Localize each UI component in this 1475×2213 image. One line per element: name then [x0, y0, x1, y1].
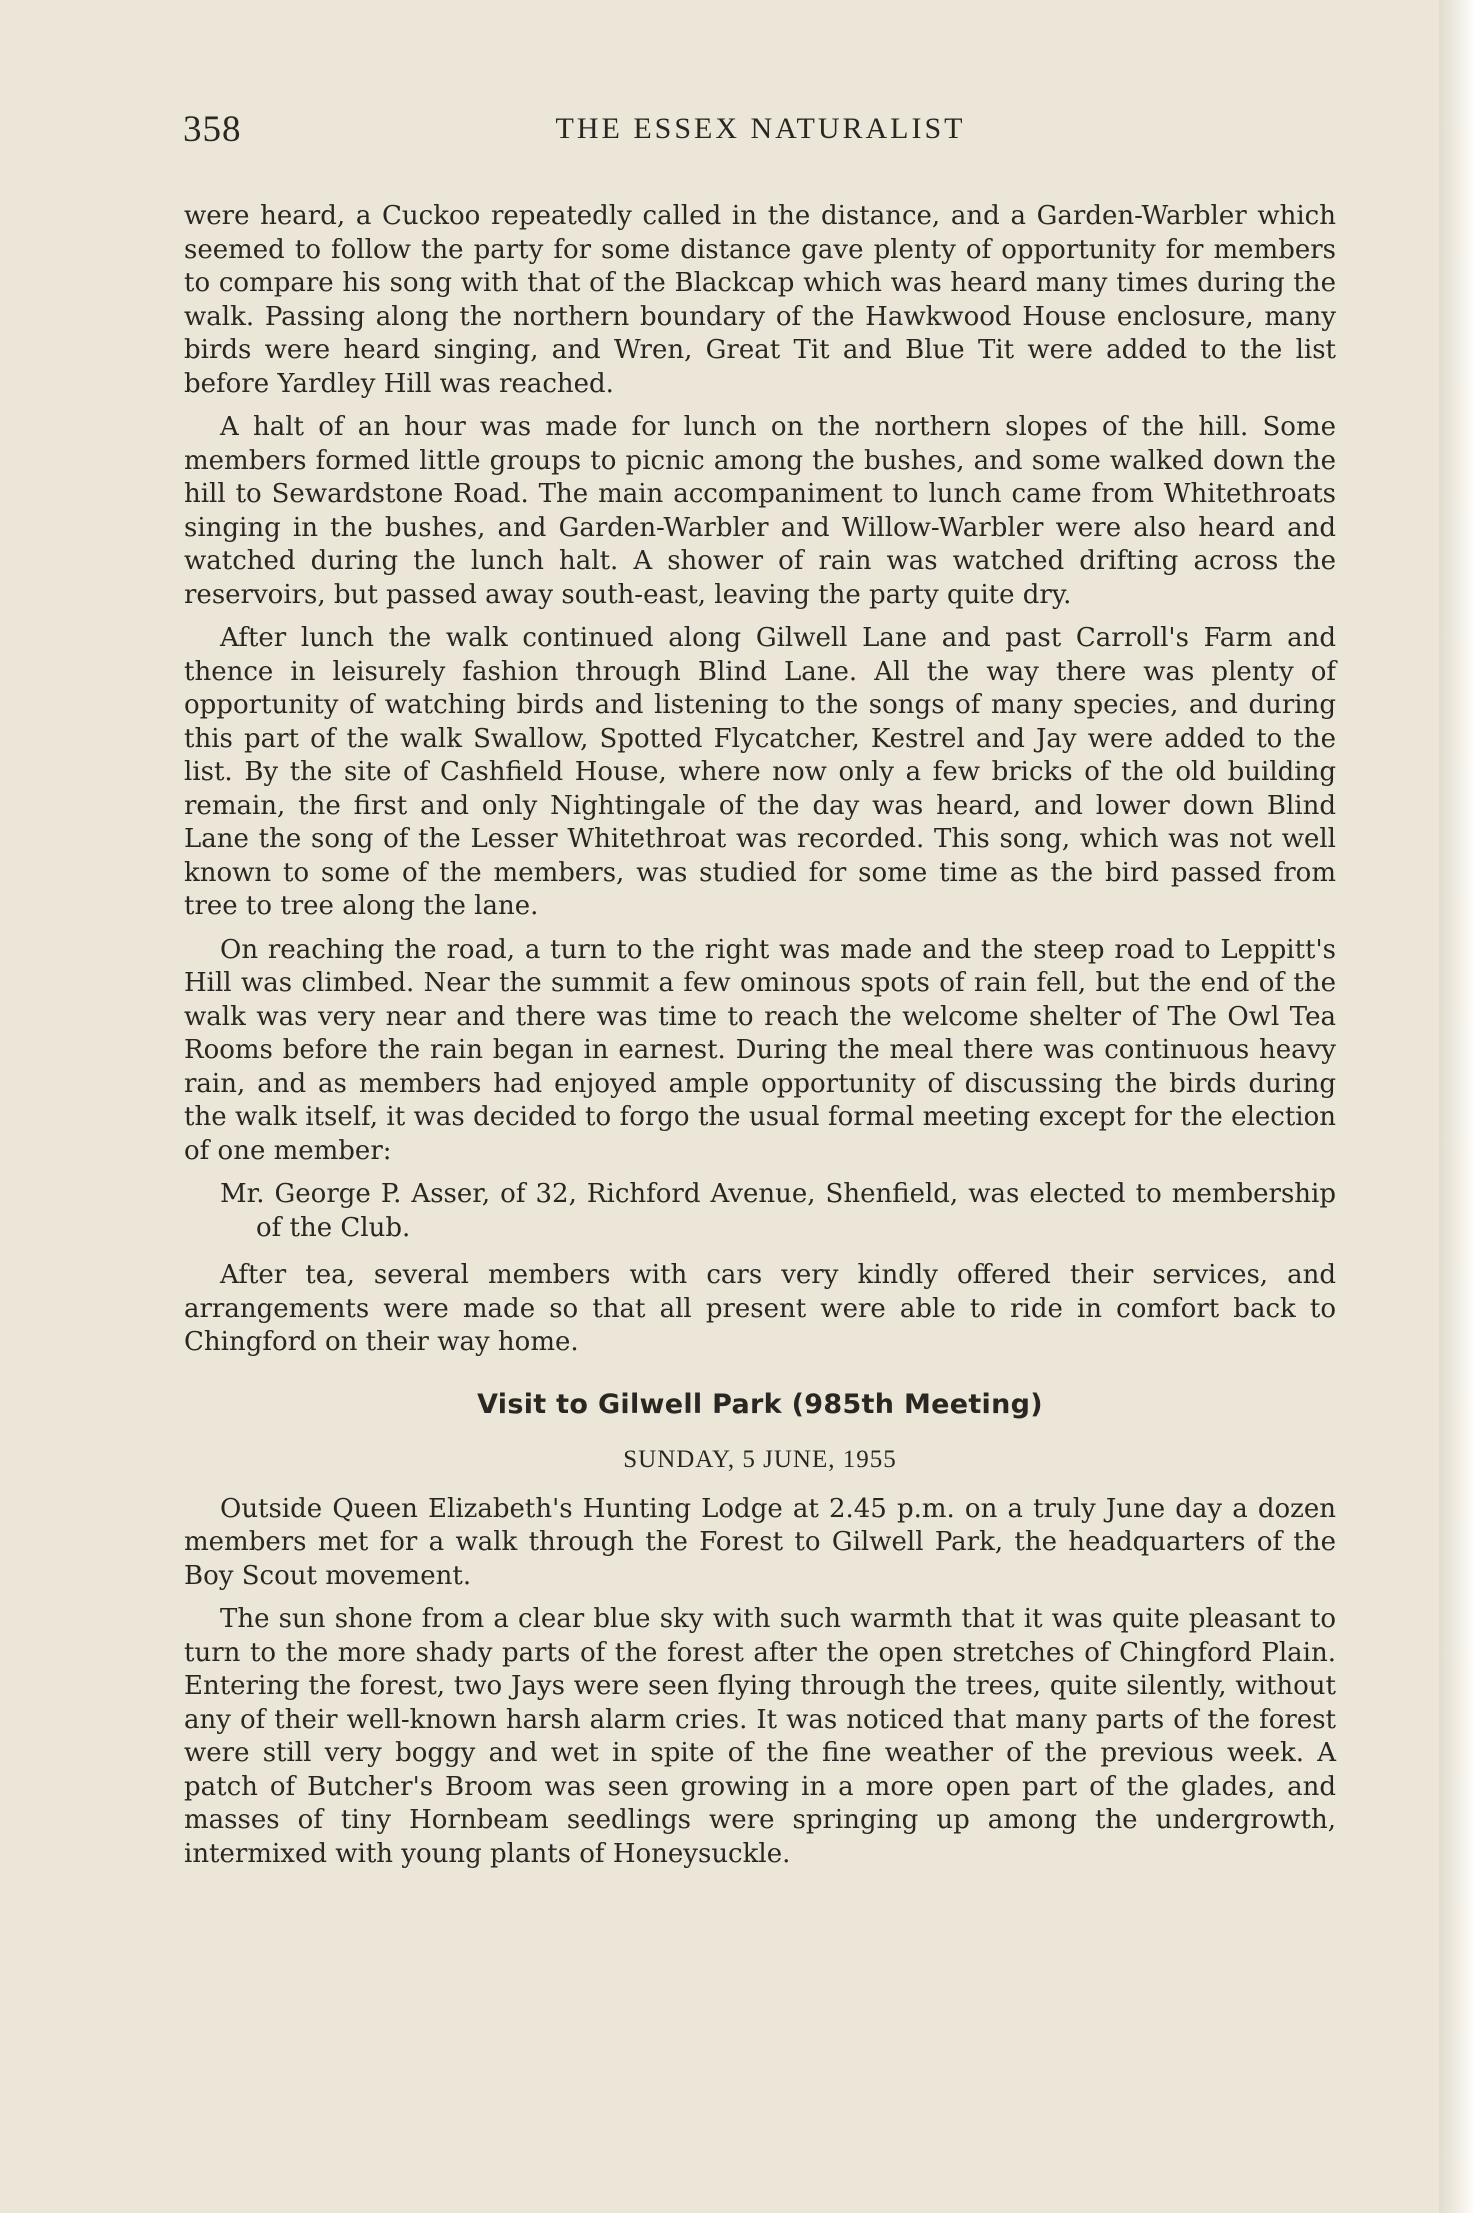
running-title: THE ESSEX NATURALIST [555, 112, 966, 145]
paragraph: On reaching the road, a turn to the right was made and the steep road to Leppitt's Hill was climbed. Near the summit a few ominous spots of rain fell, but the end of the walk was very near and there was time to reach the welcome shelter of The Owl Tea Rooms before the rain began in earnest. During the meal there was continuous heavy rain, and as members had enjoyed ample opportunity of discussing the birds during the walk itself, it was decided to forgo the usual formal meeting except for the election of one member: [184, 934, 1336, 1166]
paragraph: After tea, several members with cars very kindly offered their services, and arrangements were made so that all present were able to ride in comfort back to Chingford on their way home. [184, 1260, 1336, 1357]
page-number: 358 [183, 109, 242, 150]
page-header [183, 108, 1338, 152]
paragraph: The sun shone from a clear blue sky with such warmth that it was quite pleasant to turn to the more shady parts of the forest after the open stretches of Chingford Plain. Entering the forest, two Jays were seen flying through the trees, quite silently, without any of their well-known harsh alarm cries. It was noticed that many parts of the forest were still very boggy and wet in spite of the fine weather of the previous week. A patch of Butcher's Broom was seen growing in a more open part of the glades, and masses of tiny Hornbeam seedlings were springing up among the undergrowth, intermixed with young plants of Honeysuckle. [184, 1604, 1336, 1869]
paragraph: Outside Queen Elizabeth's Hunting Lodge at 2.45 p.m. on a truly June day a dozen members met for a walk through the Forest to Gilwell Park, the headquarters of the Boy Scout movement. [184, 1493, 1336, 1591]
elected-member-notice: Mr. George P. Asser, of 32, Richford Avenue, Shenfield, was elected to membership of the Club. [220, 1179, 1336, 1243]
paragraph: A halt of an hour was made for lunch on the northern slopes of the hill. Some members formed little groups to picnic among the bushes, and some walked down the hill to Sewardstone Road. The main accompaniment to lunch came from Whitethroats singing in the bushes, and Garden-Warbler and Willow-Warbler were also heard and watched during the lunch halt. A shower of rain was watched drifting across the reservoirs, but passed away south-east, leaving the party quite dry. [184, 412, 1336, 610]
meeting-date: SUNDAY, 5 JUNE, 1955 [623, 1446, 897, 1473]
section-heading: Visit to Gilwell Park (985th Meeting) [477, 1388, 1043, 1420]
page-edge-shadow [1439, 0, 1475, 2213]
body-text [184, 200, 1336, 1881]
paragraph: were heard, a Cuckoo repeatedly called in the distance, and a Garden-Warbler which seemed to follow the party for some distance gave plenty of opportunity for members to compare his song with that of the Blackcap which was heard many times during the walk. Passing along the northern boundary of the Hawkwood House enclosure, many birds were heard singing, and Wren, Great Tit and Blue Tit were added to the list before Yardley Hill was reached. [184, 201, 1336, 399]
paragraph: After lunch the walk continued along Gilwell Lane and past Carroll's Farm and thence in leisurely fashion through Blind Lane. All the way there was plenty of opportunity of watching birds and listening to the songs of many species, and during this part of the walk Swallow, Spotted Flycatcher, Kestrel and Jay were added to the list. By the site of Cashfield House, where now only a few bricks of the old building remain, the first and only Nightingale of the day was heard, and lower down Blind Lane the song of the Lesser Whitethroat was recorded. This song, which was not well known to some of the members, was studied for some time as the bird passed from tree to tree along the lane. [184, 623, 1336, 921]
